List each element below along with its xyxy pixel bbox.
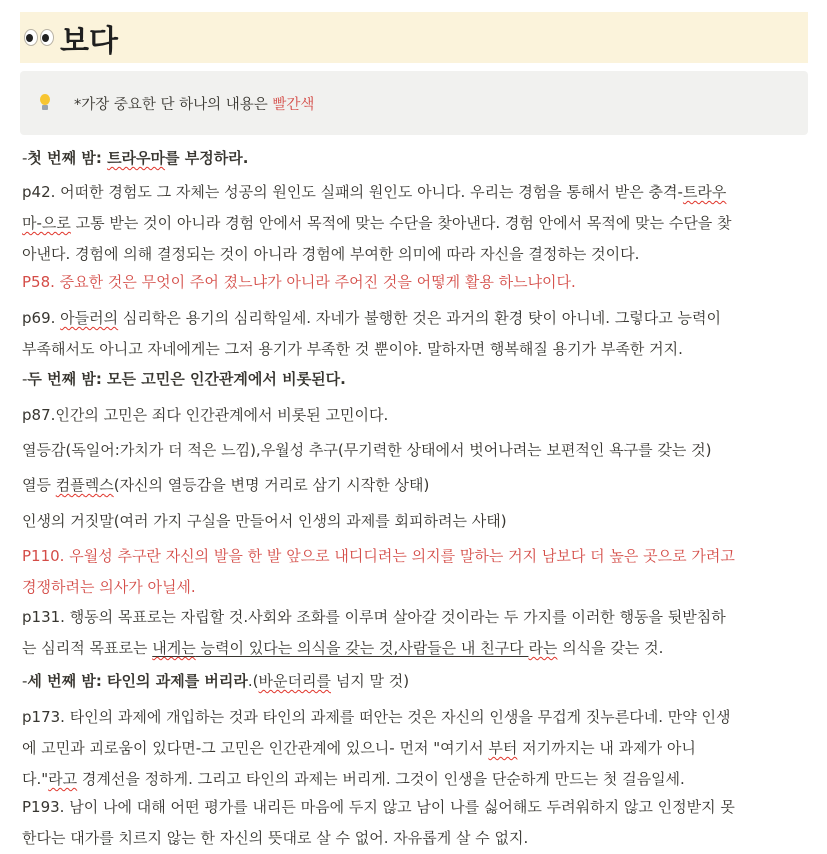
- lightbulb-icon: [38, 93, 52, 113]
- paragraph-p173[interactable]: p173. 타인의 과제에 개입하는 것과 타인의 과제를 떠안는 것은 자신의 인생을 무겁게 짓누른다네. 만약 인생 에 고민과 괴로움이 있다면-그 고민은 인간관계에 있으니- 먼저 "여기서 부터 저기까지는 내 과제가 아니 다."라고 경계선을 정하게. 그리고 타인의 과제는 버리게. 그것이 인생을 단순하게 만드는 첫 걸음일세.: [22, 708, 731, 788]
- paragraph-complex[interactable]: 열등 컴플렉스(자신의 열등감을 변명 거리로 삼기 시작한 상태): [22, 476, 430, 494]
- underlined-text: 내게는 능력이 있다는 의식을 갖는 것,사람들은 내 친구다: [152, 639, 529, 657]
- paragraph-p110[interactable]: P110. 우월성 추구란 자신의 발을 한 발 앞으로 내디디려는 의지를 말하는 거지 남보다 더 높은 곳으로 가려고 경쟁하려는 의사가 아닐세.: [22, 547, 735, 596]
- section-heading-night2[interactable]: -두 번째 밤: 모든 고민은 인간관계에서 비롯된다.: [22, 370, 346, 388]
- section-heading-night3[interactable]: -세 번째 밤: 타인의 과제를 버리라.(바운더리를 넘지 말 것): [22, 672, 410, 690]
- section-heading-night1[interactable]: -첫 번째 밤: 트라우마를 부정하라.: [22, 149, 249, 167]
- eyes-icon: [24, 29, 56, 46]
- callout-highlight: 빨간색: [272, 96, 315, 113]
- callout-text: *가장 중요한 단 하나의 내용은 빨간색: [74, 96, 315, 113]
- paragraph-p42[interactable]: p42. 어떠한 경험도 그 자체는 성공의 원인도 실패의 원인도 아니다. 우리는 경험을 통해서 받은 충격-트라우 마-으로 고통 받는 것이 아니라 경험 안에서 목적에 맞는 수단을 찾아낸다. 경험 안에서 목적에 맞는 수단을 찾 아낸다. 경험에 의해 결정되는 것이 아니라 경험에 부여한 의미에 따라 자신을 결정하는 것이다.: [22, 183, 732, 263]
- paragraph-p193[interactable]: P193. 남이 나에 대해 어떤 평가를 내리든 마음에 두지 않고 남이 나를 싫어해도 두려워하지 않고 인정받지 못 한다는 대가를 치르지 않는 한 자신의 뜻대로 살 수 없어. 자유롭게 살 수 없지.: [22, 798, 735, 847]
- callout-block[interactable]: [20, 71, 808, 135]
- paragraph-p69[interactable]: p69. 아들러의 심리학은 용기의 심리학일세. 자네가 불행한 것은 과거의 환경 탓이 아니네. 그렇다고 능력이 부족해서도 아니고 자네에게는 그저 용기가 부족한 것 뿐이야. 말하자면 행복해질 용기가 부족한 거지.: [22, 309, 722, 358]
- page-title-bar: [20, 12, 808, 63]
- paragraph-life-lie[interactable]: 인생의 거짓말(여러 가지 구실을 만들어서 인생의 과제를 회피하려는 사태): [22, 512, 507, 530]
- paragraph-inferiority[interactable]: 열등감(독일어:가치가 더 적은 느낌),우월성 추구(무기력한 상태에서 벗어나려는 보편적인 욕구를 갖는 것): [22, 441, 712, 459]
- paragraph-p87[interactable]: p87.인간의 고민은 죄다 인간관계에서 비롯된 고민이다.: [22, 406, 389, 424]
- page-title: 보다: [60, 23, 118, 59]
- paragraph-p131[interactable]: p131. 행동의 목표로는 자립할 것.사회와 조화를 이루며 살아갈 것이라는 두 가지를 이러한 행동을 뒷받침하 는 심리적 목표로는 내게는 능력이 있다는 의식을 갖는 것,사람들은 내 친구다 라는 의식을 갖는 것.: [22, 608, 726, 657]
- paragraph-p58[interactable]: P58. 중요한 것은 무엇이 주어 졌느냐가 아니라 주어진 것을 어떻게 활용 하느냐이다.: [22, 273, 576, 291]
